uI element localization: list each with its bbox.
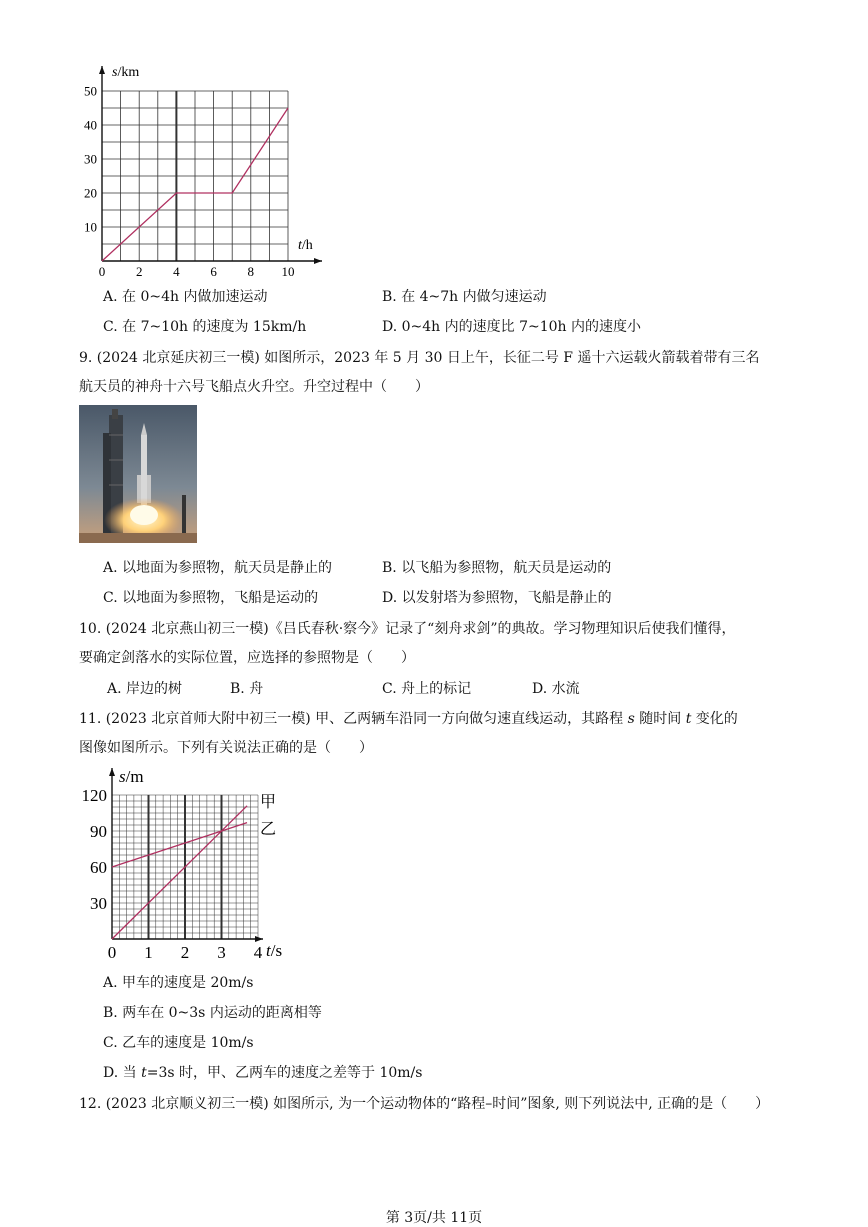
chart1-axes	[99, 66, 322, 264]
c2-series-line-0	[112, 806, 247, 939]
q8-option-b: B. 在 4~7h 内做匀速运动	[382, 289, 547, 305]
c2-y-tick-label: 30	[90, 893, 107, 913]
distance-time-chart-1	[60, 60, 340, 285]
c1-y-tick-label: 40	[84, 117, 97, 133]
c1-x-axis-arrow	[314, 258, 322, 264]
q9-stem-line2: 航天员的神舟十六号飞船点火升空。升空过程中（ ）	[79, 379, 429, 395]
q10-stem-line2: 要确定剑落水的实际位置，应选择的参照物是（ ）	[79, 650, 415, 666]
c1-x-tick-label: 8	[247, 264, 255, 279]
chart2-tick-labels	[82, 786, 263, 962]
chart1-ylabel: s/km	[112, 65, 140, 80]
q8-option-c: C. 在 7~10h 的速度为 15km/h	[103, 319, 307, 335]
distance-time-chart-2	[75, 760, 315, 965]
q11-stem-text-2: 随时间	[634, 711, 686, 727]
c2-x-tick-label: 4	[253, 943, 263, 962]
q11-option-a: A. 甲车的速度是 20m/s	[103, 975, 254, 991]
q11-option-d-var-t: t	[141, 1065, 147, 1081]
q11-var-s: s	[627, 711, 635, 727]
q11-option-d-text-1: D. 当	[103, 1065, 142, 1081]
c2-y-tick-label: 90	[90, 821, 107, 841]
q10-option-d: D. 水流	[532, 681, 580, 697]
chart1-tick-labels	[84, 84, 295, 279]
c1-x-tick-label: 0	[98, 264, 106, 279]
c1-x-tick-label: 4	[173, 264, 180, 279]
chart2-legend-yi: 乙	[260, 821, 277, 838]
c2-x-tick-label: 0	[107, 943, 117, 962]
rocket-launch-photo	[79, 405, 197, 543]
q11-stem-text-1: 11. (2023 北京首师大附中初三一模) 甲、乙两辆车沿同一方向做匀速直线运动，其路程	[79, 711, 628, 727]
c1-x-tick-label: 10	[281, 264, 295, 279]
q10-stem-line1: 10. (2024 北京燕山初三一模)《吕氏春秋·察今》记录了“刻舟求剑”的典故。学习物理知识后使我们懂得，	[79, 621, 736, 637]
c2-x-axis-arrow	[255, 936, 263, 942]
q11-option-c: C. 乙车的速度是 10m/s	[103, 1035, 254, 1051]
c2-y-tick-label: 60	[90, 857, 107, 877]
q11-option-d-text-2: =3s 时，甲、乙两车的速度之差等于 10m/s	[146, 1065, 423, 1081]
q10-option-a: A. 岸边的树	[107, 681, 183, 697]
q11-stem-line1	[79, 708, 738, 728]
c2-x-tick-label: 3	[217, 943, 226, 962]
q8-option-d: D. 0~4h 内的速度比 7~10h 内的速度小	[382, 319, 642, 335]
q11-stem-line2: 图像如图所示。下列有关说法正确的是（ ）	[79, 740, 373, 756]
c1-x-tick-label: 2	[135, 264, 143, 279]
q11-stem-text-3: 变化的	[691, 711, 738, 727]
chart2-ylabel: s/m	[119, 767, 144, 786]
chart1-xlabel: t/h	[298, 238, 313, 253]
q9-option-c: C. 以地面为参照物，飞船是运动的	[103, 590, 319, 606]
q11-option-b: B. 两车在 0~3s 内运动的距离相等	[103, 1005, 322, 1021]
chart2-xlabel: t/s	[266, 941, 283, 960]
q10-option-c: C. 舟上的标记	[382, 681, 472, 697]
c2-series-line-1	[112, 823, 247, 867]
chart2-series	[112, 806, 247, 939]
q10-option-b: B. 舟	[230, 681, 264, 697]
q12-stem-line1: 12. (2023 北京顺义初三一模) 如图所示, 为一个运动物体的“路程–时间”图象, 则下列说法中, 正确的是（ ）	[79, 1096, 770, 1112]
q11-var-t: t	[685, 711, 692, 727]
c2-x-tick-label: 2	[180, 943, 190, 962]
q8-option-a: A. 在 0~4h 内做加速运动	[103, 289, 268, 305]
c1-y-tick-label: 20	[84, 185, 97, 201]
c1-y-axis-arrow	[99, 66, 105, 74]
chart2-legend-jia: 甲	[260, 794, 277, 811]
q11-option-d	[103, 1062, 422, 1082]
c2-x-tick-label: 1	[144, 943, 153, 962]
q9-option-b: B. 以飞船为参照物，航天员是运动的	[382, 560, 612, 576]
q9-stem-line1: 9. (2024 北京延庆初三一模) 如图所示，2023 年 5 月 30 日上午，长征二号 F 遥十六运载火箭载着带有三名	[79, 350, 760, 366]
c1-y-tick-label: 50	[84, 83, 97, 99]
c2-y-axis-arrow	[109, 768, 115, 776]
c1-y-tick-label: 30	[84, 151, 97, 167]
q9-option-a: A. 以地面为参照物，航天员是静止的	[103, 560, 333, 576]
c1-y-tick-label: 10	[84, 219, 97, 235]
page-footer: 第 3页/共 11页	[385, 1210, 483, 1226]
c2-y-tick-label: 120	[81, 785, 107, 805]
q9-option-d: D. 以发射塔为参照物，飞船是静止的	[382, 590, 612, 606]
c1-x-tick-label: 6	[210, 264, 217, 279]
